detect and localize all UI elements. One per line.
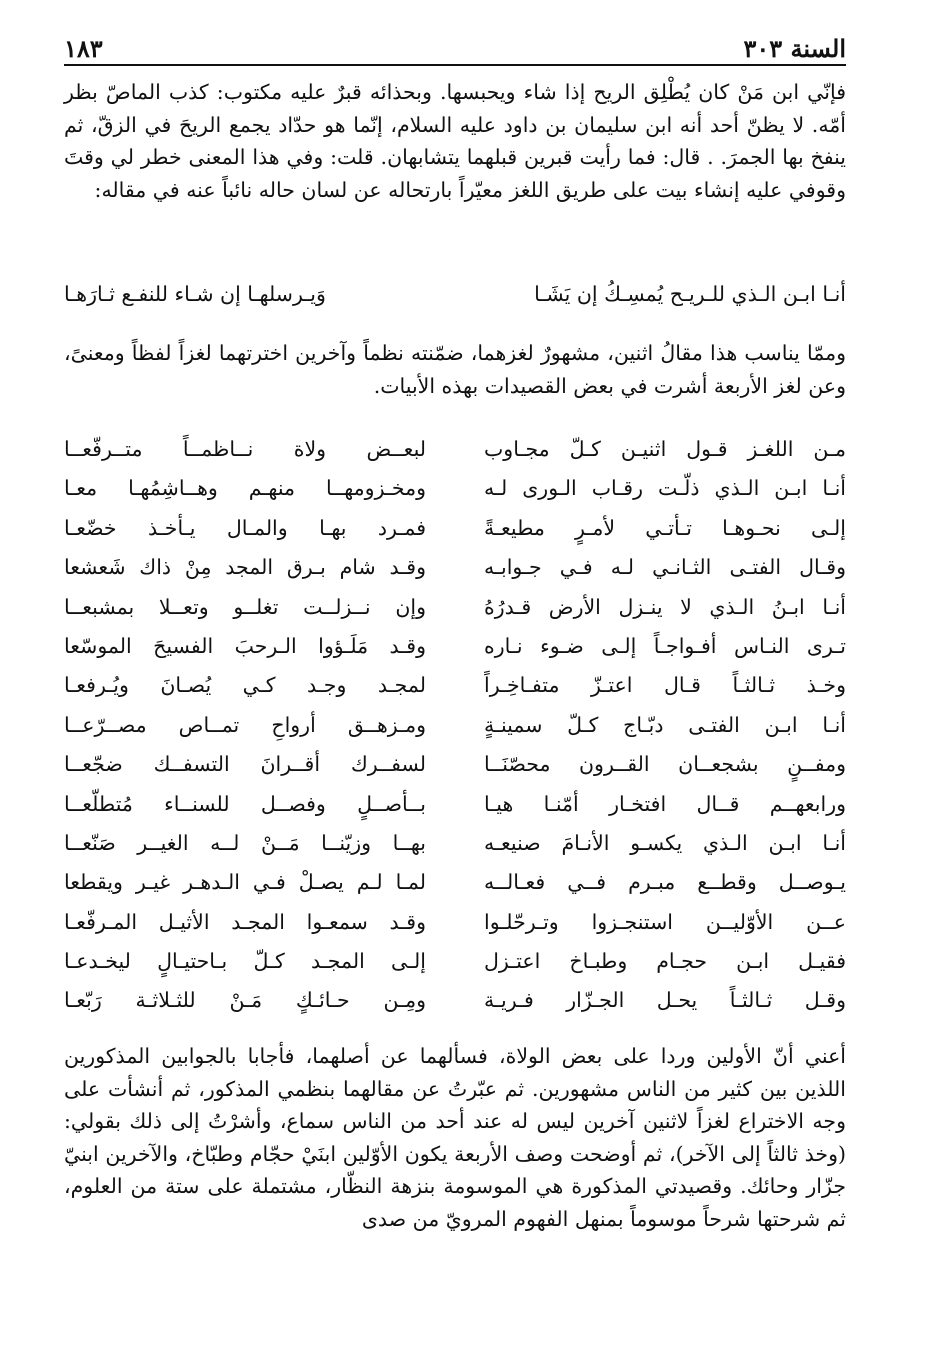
poem-second-hemistichs xyxy=(64,430,426,1021)
verse-first: أنـا ابـن الـذي ذلّـت رقـاب الـورى لـه xyxy=(484,476,846,501)
running-head-year: السنة ٣٠٣ xyxy=(743,34,846,63)
single-couplet xyxy=(64,282,846,306)
poem xyxy=(64,430,846,1021)
verse-second: وقـد شام بـرق المجد مِنْ ذاك شَعشعا xyxy=(64,555,426,580)
verse-second: لسفــرك أقــرانَ التسفــك ضجّعــا xyxy=(64,752,426,777)
verse-first: تـرى النـاس أفـواجـاً إلـى ضـوء نـاره xyxy=(484,633,846,658)
page-header xyxy=(64,34,846,63)
verse-second: بــأصــلٍ وفصــل للسنــاء مُتطلّعــا xyxy=(64,791,426,816)
paragraph-1: فإنّي ابن مَنْ كان يُطْلِق الريح إذا شاء ويحبسها. وبحذائه قبرٌ عليه مكتوب: كذب الماصّ بظر أمّه. لا يظنّ أحد أنه ابن سليمان بن داود عليه السلام، إنّما هو حدّاد يجمع الريحَ في الزقّ، ثم ينفخ بها الجمرَ. . قال: فما رأيت قبرين قبلهما يتشابهان. قلت: وفي هذا المعنى خطر لي وقتَ وقوفي عليه إنشاء بيت على طريق اللغز معيّراً بارتحاله عن لسان حاله نائباً عنه في مقاله: xyxy=(64,80,846,202)
verse-first: وقـل ثـالثـاً يحـل الجـزّار فـريـة xyxy=(484,988,846,1013)
verse-first: أنـا ابـن الـذي يكسـو الأنـامَ صنيعـه xyxy=(484,830,846,855)
verse-first: عــن الأوّليــن استنجـزوا وتـرحّلـوا xyxy=(484,909,846,934)
couplet-second-hemistich: وَيـرسلهـا إن شـاء للنفـع ثـارَهـا xyxy=(64,282,326,306)
verse-first: وخـذ ثـالثـاً قـال اعتـزّ متفـاخِـراً xyxy=(484,673,846,698)
verse-second: لمـا لـم يصـلْ فـي الـدهـر غيـر ويقطعا xyxy=(64,870,426,895)
verse-second: إلـى المجـد كـلّ بـاحتيـالٍ ليخـدعـا xyxy=(64,949,426,974)
verse-first: وقـال الفتـى الثـانـي لـه فـي جـوابـه xyxy=(484,555,846,580)
verse-second: ومِـن حـائـكٍ مَـنْ للثـلاثـة رَبّعـا xyxy=(64,988,426,1013)
paragraph-3: أعني أنّ الأولين وردا على بعض الولاة، فسألهما عن أصلهما، فأجابا بالجوابين المذكورين اللذين بين كثير من الناس مشهورين. ثم عبّرتُ عن مقالهما بنظمي المذكور، ثم أنشأت على وجه الاختراع لغزاً لاثنين آخرين ليس له عند أحد من الناس سماع، وأشرْتُ إلى ذلك بقولي: (وخذ ثالثاً إلى الآخر)، ثم أوضحت وصف الأربعة يكون الأوّلين ابنَيْ حجّام وطبّاخ، والآخرين ابنيّ جزّار وحائك. وقصيدتي المذكورة هي الموسومة بنزهة النظّار، مشتملة على ستة من العلوم، ثم شرحتها شرحاً موسوماً بمنهل الفهوم المرويّ من صدى xyxy=(64,1044,846,1231)
verse-second: ومـزهــق أرواحِ تمــاص مصــرّعــا xyxy=(64,712,426,737)
verse-first: أنـا ابـنُ الـذي لا ينـزل الأرض قـدرُهُ xyxy=(484,594,846,619)
verse-second: وإن نــزلــت تغلــو وتعــلا بمشبعــا xyxy=(64,594,426,619)
verse-second: وقـد سمعـوا المجـد الأثيـل المـرفّعـا xyxy=(64,909,426,934)
verse-second: فمـرد بهـا والمـال يـأخـذ خضّعـا xyxy=(64,515,426,540)
verse-second: ومخـزومهــا منهـم وهــاشِمُهـا معـا xyxy=(64,476,426,501)
verse-first: ورابعهــم قــال افتخـار أمّنـا هيـا xyxy=(484,791,846,816)
couplet-first-hemistich: أنـا ابـن الـذي للـريـح يُمسِـكُ إن يَشَـا xyxy=(534,282,846,306)
header-rule xyxy=(64,64,846,66)
verse-first: فقيـل ابـن حجـام وطبـاخ اعتـزل xyxy=(484,949,846,974)
verse-second: وقـد مَلَـؤوا الـرحبَ الفسيحَ الموسّعا xyxy=(64,633,426,658)
paragraph-2: وممّا يناسب هذا مقالُ اثنين، مشهورٌ لغزهما، ضمّنته نظماً وآخرين اخترتهما لغزاً لفظاً ومعنىً، وعن لغز الأربعة أشرت في بعض القصيدات بهذه الأبيات. xyxy=(64,341,846,398)
page-number: ١٨٣ xyxy=(64,34,103,63)
verse-second: بهــا وزيّنــا مَــنْ لــه الغيــر صَنّعــا xyxy=(64,830,426,855)
verse-second: لبعــض ولاة نــاظمــاً متــرفّعــا xyxy=(64,437,426,461)
verse-second: لمجـد وجـد كـي يُصـانَ ويُـرفعـا xyxy=(64,673,426,698)
verse-first: إلـى نحـوهـا تـأتـي لأمـرٍ مطيعـةً xyxy=(484,515,846,540)
verse-first: مـن اللغـز قـول اثنيـن كـلّ مجـاوب xyxy=(484,437,846,461)
verse-first: أنـا ابـن الفتـى دبّـاج كـلّ سمينـةٍ xyxy=(484,712,846,737)
poem-first-hemistichs xyxy=(484,430,846,1021)
verse-first: ومفــنٍ بشجعــان القــرون محصّنَــا xyxy=(484,752,846,777)
verse-first: يـوصــل وقطــع مبـرم فــي فعـالــه xyxy=(484,870,846,895)
